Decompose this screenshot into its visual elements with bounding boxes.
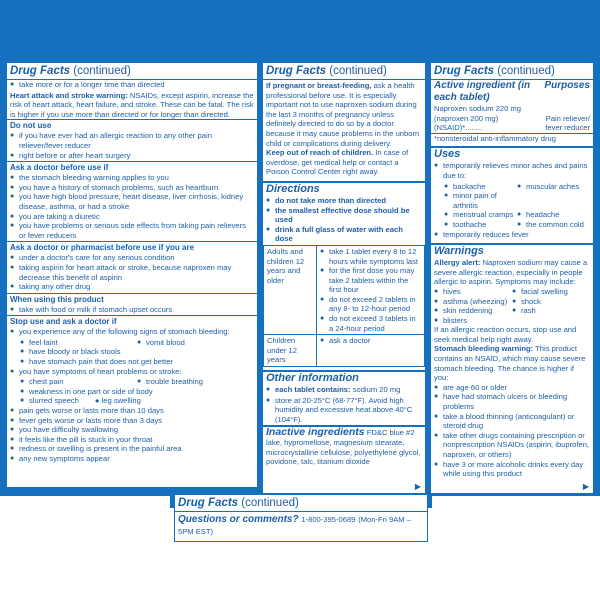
list-item: ● do not exceed 3 tablets in a 24-hour period [320, 314, 421, 333]
list-item: ● toothache [444, 220, 517, 230]
list-item: ● backache [444, 182, 517, 192]
do-not-use-title: Do not use [7, 119, 257, 131]
bleeding-list [431, 383, 593, 480]
list-item: ● you are taking a diuretic [10, 212, 254, 222]
allergy-grid [431, 287, 593, 325]
uses-list-b [431, 230, 593, 241]
purposes-title: Purposes [544, 80, 590, 91]
list-item: ● store at 20-25°C (68-77°F). Avoid high humidity and excessive heat above 40°C (104°F). [266, 396, 422, 425]
list-item: ● any new symptoms appear [10, 454, 254, 464]
stop-use-list-b [7, 347, 257, 377]
phone-number: 1-800-395-0689 [301, 515, 356, 524]
list-item: ● skin reddening [434, 306, 512, 316]
warnings-title: Warnings [431, 243, 593, 258]
list-item: ● feel faint [20, 338, 137, 348]
uses-list [431, 161, 593, 181]
active-ingredient-title: Active ingredient (in each tablet) [434, 80, 531, 103]
list-item: ● minor pain of arthritis [444, 191, 517, 210]
list-item: ● the common cold [517, 220, 590, 230]
list-item: ● you experience any of the following signs of stomach bleeding: [10, 327, 254, 337]
children-dosage [317, 335, 425, 367]
allergy-alert: Allergy alert: Naproxen sodium may cause a severe allergic reaction, especially in people allergic to aspirin. Symptoms may include: [434, 258, 588, 287]
list-item: ● temporarily reduces fever [434, 230, 590, 240]
list-item: ● you have problems or serious side effects from taking pain relievers or fever reducers [10, 221, 254, 240]
adults-dosage [317, 245, 425, 334]
list-item: ● under a doctor's care for any serious condition [10, 253, 254, 263]
phone-hours: (Mon-Fri 9AM – 5PM EST) [178, 515, 411, 536]
table-row [264, 335, 425, 367]
panel-header: Drug Facts (continued) [263, 63, 425, 80]
inactive-ingredients: Inactive ingredients FD&C blue #2 lake, hypromellose, magnesium stearate, microcrystalline cellulose, polyethylene glycol, povidone, talc, titanium dioxide [263, 425, 425, 466]
other-info-list-b [263, 396, 425, 426]
list-item: ● if you have ever had an allergic reaction to any other pain reliever/fever reducer [10, 131, 254, 150]
list-item: ● asthma (wheezing) [434, 297, 512, 307]
uses-title: Uses [431, 146, 593, 161]
heart-signs [7, 377, 257, 387]
ask-pharmacist-title: Ask a doctor or pharmacist before use if you are [7, 241, 257, 253]
panel-header: Drug Facts (continued) [431, 63, 593, 80]
list-item: ● are age 60 or older [434, 383, 590, 393]
stop-use-title: Stop use and ask a doctor if [7, 315, 257, 327]
list-item: ● have bloody or black stools [20, 347, 254, 357]
list-item: ● have stomach pain that does not get better [20, 357, 254, 367]
when-using-title: When using this product [7, 293, 257, 305]
bleeding-signs [7, 338, 257, 348]
ask-doctor-title: Ask a doctor before use if [7, 161, 257, 173]
list-item: ● hives [434, 287, 512, 297]
list-item: ● vomit blood [137, 338, 254, 348]
list-item: ● right before or after heart surgery [10, 151, 254, 161]
blue-background-top [0, 0, 600, 56]
active-ingredient-line: Naproxen sodium 220 mg [434, 104, 521, 113]
children-label: Children under 12 years [264, 335, 317, 367]
allergy-after: If an allergic reaction occurs, stop use and seek medical help right away. [434, 325, 577, 344]
list-item: ● take a blood thinning (anticoagulant) or steroid drug [434, 412, 590, 431]
drug-facts-panel-1 [6, 62, 258, 488]
list-item: ● have 3 or more alcoholic drinks every day while using this product [434, 460, 590, 479]
list-item: ● you have a history of stomach problems, such as heartburn [10, 183, 254, 193]
list-item: ● facial swelling [512, 287, 590, 297]
list-item: ● take other drugs containing prescription or nonprescription NSAIDs (aspirin, ibuprofen, naproxen, or others) [434, 431, 590, 460]
list-item: ● you have high blood pressure, heart disease, liver cirrhosis, kidney disease, asthma, or had a stroke [10, 192, 254, 211]
other-info-list [263, 385, 425, 396]
list-item: ● the stomach bleeding warning applies to you [10, 173, 254, 183]
list-item: ● each tablet contains: sodium 20 mg [266, 385, 422, 395]
list-item: ● you have difficulty swallowing [10, 425, 254, 435]
questions-line: Questions or comments? 1-800-395-0689 (Mon-Fri 9AM – 5PM EST) [178, 514, 411, 536]
list-item: ● do not exceed 2 tablets in any 8- to 12-hour period [320, 295, 421, 314]
stop-use-list [7, 327, 257, 338]
list-item: ● taking aspirin for heart attack or stroke, because naproxen may decrease this benefit of aspirin [10, 263, 254, 282]
list-item: ● temporarily relieves minor aches and pains due to: [434, 161, 590, 180]
continue-arrow-icon: ▶ [414, 482, 421, 491]
list-item: ● trouble breathing [137, 377, 254, 387]
list-item: ● pain gets worse or lasts more than 10 days [10, 406, 254, 416]
list-item: ● shock [512, 297, 590, 307]
adults-label: Adults and children 12 years and older [264, 245, 317, 334]
list-item: ● for the first dose you may take 2 tablets within the first hour [320, 266, 421, 295]
list-item: ● drink a full glass of water with each dose [266, 225, 422, 244]
other-info-title: Other information [263, 370, 425, 385]
list-item: ● take more or for a longer time than directed [10, 80, 254, 90]
ask-doctor-list [7, 173, 257, 241]
drug-facts-panel-3 [430, 62, 594, 494]
keep-out-of-reach: Keep out of reach of children. In case of overdose, get medical help or contact a Poison Control Center right away. [266, 148, 409, 177]
uses-grid [431, 182, 593, 230]
list-item: ● do not take more than directed [266, 196, 422, 206]
list-item: ● rash [512, 306, 590, 316]
table-row [264, 245, 425, 334]
list-item: ● ask a doctor [320, 336, 421, 346]
drug-facts-panel-2 [262, 62, 426, 494]
stop-use-list-c [7, 387, 257, 465]
directions-title: Directions [263, 181, 425, 196]
list-item: ● you have symptoms of heart problems or stroke: [10, 367, 254, 377]
ask-pharmacist-list [7, 253, 257, 292]
panel-header: Drug Facts (continued) [7, 63, 257, 80]
drug-facts-panel-bottom [174, 494, 428, 542]
list-item: ● weakness in one part or side of body [20, 387, 254, 397]
do-not-use-list [7, 131, 257, 161]
list-item: ● take 1 tablet every 8 to 12 hours while symptoms last [320, 247, 421, 266]
list-item: ● slurred speech ● leg swelling [20, 396, 254, 406]
list-item: ● it feels like the pill is stuck in your throat [10, 435, 254, 445]
active-ingredient-detail: (naproxen 200 mg) (NSAID)*........ Pain reliever/ fever reducer [434, 113, 590, 133]
list-item: ● fever gets worse or lasts more than 3 days [10, 416, 254, 426]
active-ingredient-header [431, 80, 593, 104]
dosage-table [263, 245, 425, 367]
nsaid-footnote: *nonsteroidal anti-inflammatory drug [431, 133, 593, 144]
list-item: ● chest pain [20, 377, 137, 387]
intro-list [7, 80, 257, 91]
pregnancy-warning: If pregnant or breast-feeding, ask a health professional before use. It is especially important not to use naproxen sodium during the last 3 months of pregnancy unless definitely directed to do so by a doctor because it may cause problems in the unborn child or complications during delivery. [266, 81, 420, 148]
continue-arrow-icon: ▶ [582, 482, 589, 491]
list-item: ● have had stomach ulcers or bleeding problems [434, 392, 590, 411]
list-item: ● take with food or milk if stomach upset occurs [10, 305, 254, 315]
when-using-list [7, 305, 257, 316]
list-item: ● the smallest effective dose should be used [266, 206, 422, 225]
list-item: ● blisters [434, 316, 512, 326]
list-item: ● redness or swelling is present in the painful area [10, 444, 254, 454]
list-item: ● muscular aches [517, 182, 590, 192]
stomach-bleeding-warning: Stomach bleeding warning: This product contains an NSAID, which may cause severe stomach bleeding. The chance is higher if you: [434, 344, 586, 383]
list-item: ● headache [517, 210, 590, 220]
list-item: ● taking any other drug [10, 282, 254, 292]
directions-list [263, 196, 425, 245]
heart-warning: Heart attack and stroke warning: NSAIDs, except aspirin, increase the risk of heart attack, heart failure, and stroke. These can be fatal. The risk is higher if you use more than directed or for longer than directed. [10, 90, 254, 119]
panel-header: Drug Facts (continued) [175, 495, 427, 512]
list-item: ● menstrual cramps [444, 210, 517, 220]
